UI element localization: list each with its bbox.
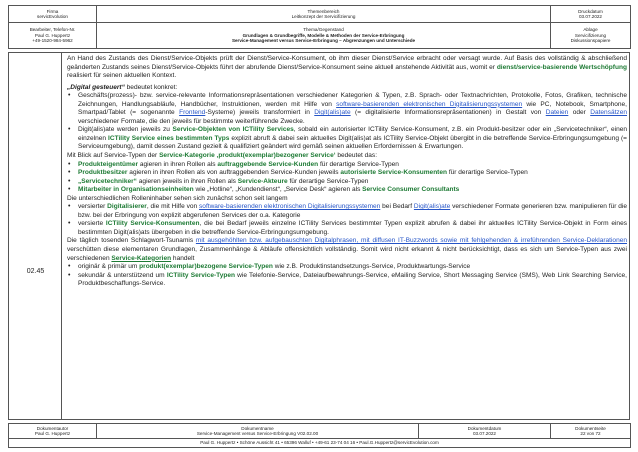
b1-text-c: -Systeme) jeweils transformiert in [205,109,310,117]
paragraph-roles: Die unterschiedlichen Rolleninhaber sehen sich zunächst schon seit langem [67,194,288,202]
b1-text-f: verschiedener Formate, die den jeweils für bestimmte weiterführende Zwecke. [78,117,305,125]
b7-text-c: bei Bedarf [380,203,413,211]
mit-highlight: Service-Kategorie ‚produkt(exemplar)bezogener Service‘ [159,152,336,160]
b3-text-a: agieren in ihren Rollen als [138,160,216,168]
header-thema-cell [97,23,551,49]
section-content [67,55,627,289]
tsunami-text-c: handelt [171,254,195,262]
b1-link-datensaetze[interactable]: Datensätzen [590,109,627,117]
header-firma-label: Firma [46,8,59,14]
service-types-list [67,263,627,289]
b5-text-b: für derartige Service-Typen [287,177,369,185]
mit-text-a: Mit Blick auf Service-Typen der [67,152,158,160]
header-ablage-label: Ablage [583,27,598,33]
header-ablage-line1: Servicifizierung [574,32,607,38]
b6-text-a: wie „Hotline“, „Kundendienst“, „Service Desk“ agieren als [193,186,361,194]
header-themenbereich-cell [97,6,551,23]
b4-text-a: agieren in ihren Rollen als von auftraggebenden Service-Kunden jeweils [127,169,339,177]
para1-highlight: dienst/service-basierende Wertschöpfung [496,63,627,71]
list-item [67,92,627,126]
b10-highlight: ICTility Service-Typen [166,271,235,279]
b7-text-a: versierter [78,203,106,211]
tsunami-text-b: verschütten diese elementaren Grundlagen, Zusammenhänge & Abläufe offensichtlich vollständig. Somit wird nicht erkannt & nicht berücksichtigt, dass es sich um Service-Typen aus zwei verschiedenen [67,246,627,262]
b9-text-b: wie z.B. Produktinstandsetzungs-Service, Produktwartungs-Service [272,263,471,271]
list-item [67,186,627,195]
header-themenbereich-value: Leitkonzept der Servicifizierung [291,14,356,19]
header-bearbeiter-name: Paul G. Huppertz [34,32,71,38]
list-item [67,161,627,170]
list-item [67,126,627,152]
digital-title: „Digital gesteuert“ [67,83,125,91]
footer-seite-cell [551,424,631,439]
paragraph-intro [67,55,627,81]
footer-seite-label: Dokumentseite [575,425,606,431]
header-bearbeiter-cell [9,23,97,49]
b1-link-frontend[interactable]: Frontend [179,109,206,117]
b5-text-a: agieren jeweils in ihren Rollen als [136,177,236,185]
b3-text-b: für derartige Service-Typen [318,160,399,168]
footer-address: Paul G. Huppertz • Schöne Aussicht 41 • 65396 Walluf • +49-61 23-74 04 16 • Paul.G.Huppertz@servicEvolution.com [9,439,631,448]
footer-seite-value: 22 von 72 [580,431,601,436]
footer-datum-cell [419,424,551,439]
b7-text-b: , die mit Hilfe von [146,203,198,211]
footer-autor-cell [9,424,97,439]
digital-list [67,92,627,152]
header-themenbereich-label: Themenbereich [307,8,340,14]
header-firma-cell [9,6,97,23]
list-item [67,178,627,187]
paragraph-tsunami [67,237,627,263]
digital-rest: bedeutet konkret: [124,83,178,91]
tsunami-link[interactable]: mit ausgehöhlten bzw. aufgebauschten Digitalphrasen, mit diffusen IT-Buzzwords sowie mit fehlgehenden & irreführenden Service-Deklarationen [195,237,627,245]
b6-highlight2: Service Consumer Consultants [362,186,460,194]
b8-highlight: ICTility Service-Konsumenten [105,220,200,228]
header-druckdatum-value: 03.07.2022 [579,14,602,19]
b1-text-d: (= digitalisierte Informationsrepräsentationen) in Gestalt von [350,109,542,117]
b9-text-a: originär & primär um [78,263,138,271]
b2-highlight2: ICTility Service eines bestimmten Typs [108,134,230,142]
document-header [8,5,631,49]
mit-text-b: bedeutet das: [335,152,378,160]
header-bearbeiter-label: Bearbeiter, Telefon-Nr. [29,27,76,33]
b5-highlight2: Service-Akteure [237,177,288,185]
list-item [67,203,627,220]
header-druckdatum-cell [551,6,631,23]
header-bearbeiter-tel: +49-1520-984-5962 [32,38,73,44]
document-body [8,52,630,420]
b7-highlight: Digitalisierer [107,203,147,211]
roles-list [67,161,627,195]
b6-highlight: Mitarbeiter in Organisationseinheiten [78,186,194,194]
b1-text-a: Geschäfts(prozess)- bzw. service-relevante Informationsrepräsentationen verschiedener Kategorien & Typen, z.B. Sprach- oder Textnachrichten, Protokolle, Fotos, Grafiken, technische Zeichnungen, Handlungsabläufe, Handbücher, Instruktionen, werden mit Hilfe von [78,92,627,108]
b9-highlight: produkt(exemplar)bezogene Service-Typen [139,263,273,271]
list-item [67,220,627,237]
b7-link[interactable]: software-basierenden elektronischen Digitalisierungssystemen [199,203,381,211]
b1-text-e: oder [568,109,586,117]
section-number: 02.45 [26,268,45,275]
b2-highlight: Service-Objekten von ICTility Services [172,126,294,134]
header-thema-line1: Grundlagen & Grundbegriffe, Modelle & Methoden der Service-Erbringung [242,32,405,38]
b3-highlight2: auftraggebende Service-Kunden [217,160,319,168]
b1-link-digitalisate[interactable]: Digit(alis)ate [314,109,351,117]
tsunami-text-a: Die täglich tosenden Schlagwort-Tsunamis [67,237,194,245]
header-ablage-line2: Diskussionspapiere [570,38,611,44]
b4-highlight: Produktbesitzer [78,169,128,177]
header-firma-value: servicEvolution [37,14,68,19]
header-druckdatum-label: Druckdatum [578,8,603,14]
header-ablage-cell [551,23,631,49]
tsunami-highlight: Service-Kategorien [111,254,172,262]
b2-text-a: Digit(alis)ate werden jeweils zu [78,126,170,134]
para1-text: An Hand des Zustands des Dienst/Service-Objekts prüft der Dienst/Service-Konsument, ob ihm dieser Dienst/Service erbracht oder versagt wurde. Auf Basis des vollständig & abschließend geänderten Zustands seines Dienst/Service-Objekts führt der abrufende Dienst/Service-Konsument seine aktuell anstehende Aktivität aus, womit er [67,55,627,71]
list-item [67,272,627,289]
footer-name-label: Dokumentname [241,425,274,431]
b4-highlight2: autorisierte Service-Konsumenten [340,169,448,177]
footer-name-value: Service-Management versus Service-Erbringung V02.02.00 [196,431,319,436]
b4-text-b: für derartige Service-Typen [447,169,528,177]
b7-text-d: verschiedener Formate generieren bzw. manipulieren für die bzw. bei der Erbringung von explizit abgerufenen Services der o.a. Kategorie [78,203,627,219]
b1-text-b: wie PC, Notebook, Smartphone, Smartpad/Tablet (= sogenannte [78,100,627,117]
footer-autor-label: Dokumentautor [36,425,69,431]
b7-link-digitalisate[interactable]: Digit(alis)ate [413,203,451,211]
b8-text-a: versierte [78,220,104,228]
paragraph-kategorie [67,152,627,161]
b2-text-b: , sobald ein autorisierter ICTility Service-Konsument, z.B. ein Produkt-besitzer oder ein „Servicetechniker“, einen einzelnen [78,126,628,142]
b5-highlight: „Servicetechniker“ [78,177,137,185]
header-thema-line2: Service-Management versus Service-Erbringung – Abgrenzungen und Unterschiede [231,38,416,44]
b2-text-c: explizit abruft & dabei sein aktuelles Digit(alis)at als ICTility Service-Objekt übergibt in die betreffende Service-Erbringungsumgebung (= Serviceumgebung), damit dessen Zustand gezielt & qualifiziert geändert wird gemäß seinen aktuellen Erfordernissen & Erwartungen. [78,134,627,151]
b3-highlight: Produkteigentümer [78,160,139,168]
para1-end: realisiert für seinen aktuellen Kontext. [67,72,177,80]
list-item [67,263,627,272]
b10-text-b: wie Telefonie-Service, Dateiaufbewahrungs-Service, eMailing Service, Short Messaging Service (SMS), Web Link Searching Service, Produktbeschaffungs-Service. [78,271,628,288]
digitalisierer-list [67,203,627,237]
footer-datum-value: 03.07.2022 [473,431,496,436]
b8-text-b: , die bei Bedarf jeweils einzelne ICTility Services bestimmter Typen explizit abrufen & dabei ihr aktuelles ICTility Service-Objekt in Form eines bestimmten Digit(alis)ats übergeben in die betreffende Service-Erbringungsumgebung. [78,220,627,236]
header-thema-label: Thema/Gegenstand [303,27,344,33]
footer-name-cell [97,424,419,439]
b1-link-dateien[interactable]: Dateien [545,109,569,117]
paragraph-digital [67,84,627,93]
list-item [67,169,627,178]
b1-link[interactable]: software-basierenden elektronischen Digitalisierungssystemen [336,100,523,108]
section-number-column [9,53,62,419]
document-footer [8,423,631,448]
b10-text-a: sekundär & unterstützend um [78,271,165,279]
footer-datum-label: Dokumentdatum [467,425,502,431]
footer-autor-value: Paul G. Huppertz [34,431,71,436]
